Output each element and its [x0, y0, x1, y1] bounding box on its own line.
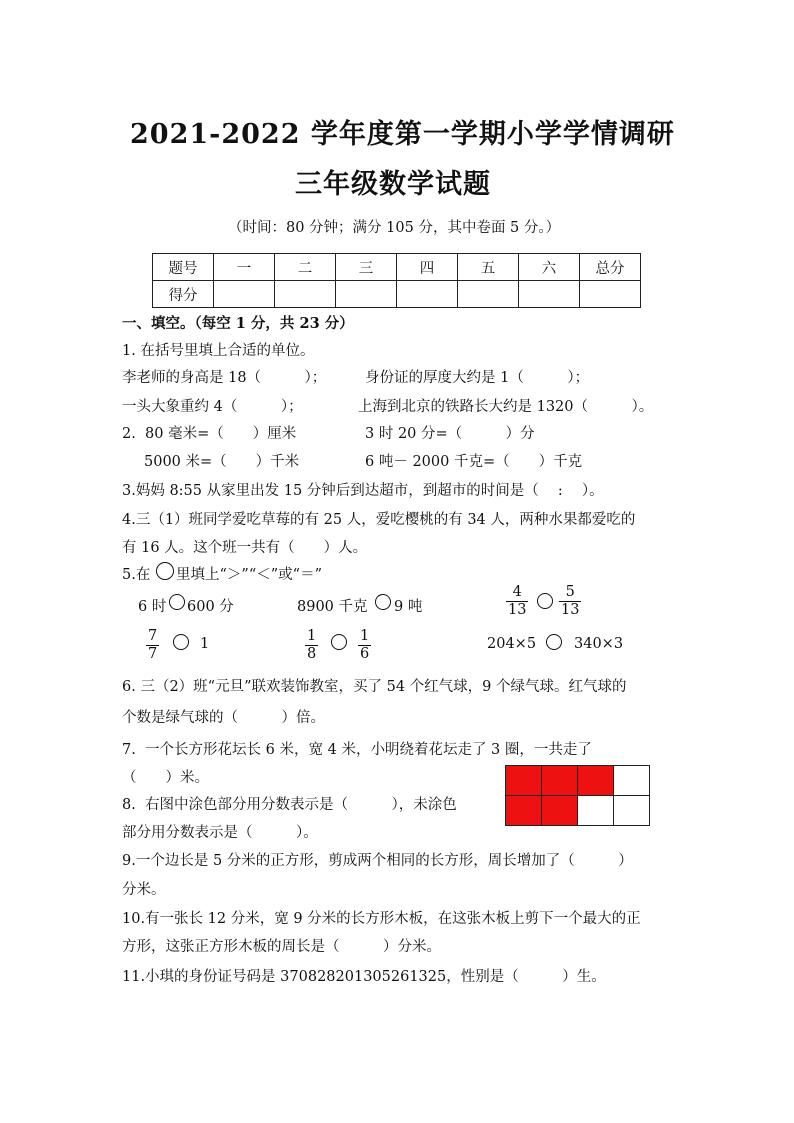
fraction-numerator: 5 — [565, 584, 575, 600]
q9-line1: 9.一个边长是 5 分米的正方形，剪成两个相同的长方形，周长增加了（ ） — [122, 853, 633, 869]
q5-suffix: 里填上“＞”“＜”或“＝” — [176, 567, 322, 583]
title-line2: 三年级数学试题 — [295, 169, 491, 200]
fraction-numerator: 4 — [512, 584, 522, 600]
score-entry-cell[interactable] — [275, 281, 336, 308]
q2-item-a: 2. 80 毫米=（ ）厘米 — [122, 426, 297, 442]
q2-item-c: 5000 米=（ ）千米 — [144, 454, 300, 470]
q5-circle-icon — [156, 562, 174, 580]
q5-d-compare-circle[interactable] — [173, 634, 189, 650]
q10-line1: 10.有一张长 12 分米，宽 9 分米的长方形木板，在这张木板上剪下一个最大的正 — [122, 911, 641, 927]
fraction-denominator: 6 — [360, 646, 370, 662]
section-1-heading: 一、填空。（每空 1 分，共 23 分） — [122, 315, 354, 332]
fraction-denominator: 13 — [561, 602, 580, 618]
grid-cell-blank — [614, 796, 650, 826]
q3-text: 3.妈妈 8:55 从家里出发 15 分钟后到达超市，到超市的时间是（ : ）。 — [122, 483, 604, 499]
fraction-denominator: 8 — [307, 646, 317, 662]
q5-b-left: 8900 千克 — [297, 599, 368, 615]
q10-line2: 方形，这张正方形木板的周长是（ ）分米。 — [122, 939, 441, 955]
q5-e-compare-circle[interactable] — [331, 634, 347, 650]
score-entry-cell[interactable] — [580, 281, 641, 308]
score-header-cell: 五 — [458, 254, 519, 281]
q11-text: 11.小琪的身份证号码是 370828201305261325，性别是（ ）生。 — [122, 969, 606, 985]
fraction-numerator: 7 — [148, 628, 158, 644]
grid-cell-shaded — [542, 766, 578, 796]
score-entry-cell[interactable] — [214, 281, 275, 308]
grid-cell-blank — [614, 766, 650, 796]
score-entry-cell[interactable] — [458, 281, 519, 308]
score-header-cell: 六 — [519, 254, 580, 281]
score-header-cell: 总分 — [580, 254, 641, 281]
score-header-cell: 四 — [397, 254, 458, 281]
score-header-cell: 一 — [214, 254, 275, 281]
q1-title: 1. 在括号里填上合适的单位。 — [122, 343, 315, 359]
score-table-score-row — [153, 281, 641, 308]
q5-d-left-fraction — [146, 628, 159, 663]
q9-line2: 分米。 — [122, 882, 166, 898]
grid-cell-shaded — [506, 766, 542, 796]
q5-b-right: 9 吨 — [394, 599, 423, 615]
q5-b-compare-circle[interactable] — [375, 594, 391, 610]
score-header-cell: 三 — [336, 254, 397, 281]
q6-line1: 6. 三（2）班“元旦”联欢装饰教室，买了 54 个红气球，9 个绿气球。红气球的 — [122, 679, 627, 695]
title-line1: 2021-2022 学年度第一学期小学学情调研 — [130, 119, 675, 150]
q6-line2: 个数是绿气球的（ ）倍。 — [122, 710, 325, 726]
q5-c-left-fraction — [506, 584, 528, 619]
score-header-cell: 二 — [275, 254, 336, 281]
fraction-denominator: 7 — [148, 646, 158, 662]
fraction-denominator: 13 — [508, 602, 527, 618]
q1-item-b: 身份证的厚度大约是 1（ ）； — [365, 370, 590, 386]
q5-d-right: 1 — [200, 636, 210, 652]
q5-f-right: 340×3 — [574, 636, 624, 652]
q1-item-d: 上海到北京的铁路长大约是 1320（ ）。 — [358, 399, 654, 415]
q2-item-d: 6 吨－ 2000 千克=（ ）千克 — [365, 454, 583, 470]
q5-c-right-fraction — [559, 584, 581, 619]
grid-cell-shaded — [578, 766, 614, 796]
grid-cell-shaded — [506, 796, 542, 826]
q8-line2: 部分用分数表示是（ ）。 — [122, 825, 318, 841]
q7-line1: 7. 一个长方形花坛长 6 米，宽 4 米，小明绕着花坛走了 3 圈，一共走了 — [122, 742, 592, 758]
q1-item-a: 李老师的身高是 18（ ）； — [122, 370, 327, 386]
q5-a-right: 600 分 — [187, 599, 234, 615]
q8-fraction-grid — [505, 765, 650, 826]
q7-line2: （ ）米。 — [122, 770, 209, 786]
score-entry-cell[interactable] — [397, 281, 458, 308]
score-table — [152, 253, 641, 308]
fraction-numerator: 1 — [360, 628, 370, 644]
q5-e-right-fraction — [358, 628, 371, 663]
q5-c-compare-circle[interactable] — [537, 593, 553, 609]
q5-a-left: 6 时 — [138, 599, 167, 615]
q4-line1: 4.三（1）班同学爱吃草莓的有 25 人，爱吃樱桃的有 34 人，两种水果都爱吃的 — [122, 512, 636, 528]
q5-prefix: 5.在 — [122, 567, 151, 583]
q8-line1: 8. 右图中涂色部分用分数表示是（ ），未涂色 — [122, 797, 457, 813]
score-header-cell: 题号 — [153, 254, 214, 281]
q5-a-compare-circle[interactable] — [169, 594, 185, 610]
q4-line2: 有 16 人。这个班一共有（ ）人。 — [122, 540, 368, 556]
q1-item-c: 一头大象重约 4（ ）； — [122, 399, 303, 415]
q5-f-compare-circle[interactable] — [546, 634, 562, 650]
exam-subtitle: （时间：80 分钟；满分 105 分，其中卷面 5 分。） — [228, 220, 561, 236]
score-table-header-row — [153, 254, 641, 281]
score-row-label: 得分 — [153, 281, 214, 308]
score-entry-cell[interactable] — [519, 281, 580, 308]
grid-cell-shaded — [542, 796, 578, 826]
q5-e-left-fraction — [305, 628, 318, 663]
q2-item-b: 3 时 20 分=（ ）分 — [365, 426, 535, 442]
grid-cell-blank — [578, 796, 614, 826]
score-entry-cell[interactable] — [336, 281, 397, 308]
q5-f-left: 204×5 — [487, 636, 537, 652]
fraction-numerator: 1 — [307, 628, 317, 644]
